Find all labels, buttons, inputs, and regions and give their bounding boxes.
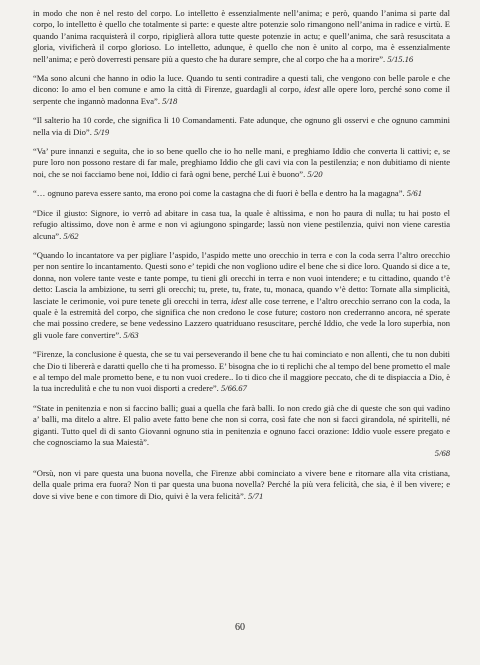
italic-term: idest bbox=[231, 295, 248, 306]
page-number: 60 bbox=[235, 622, 245, 633]
paragraph-text: “Orsù, non vi pare questa una buona novella, che Firenze abbi cominciato a vivere bene e ritornare alla vita cristiana, della quale prima era fuora? Non ti par questa una buona novella? Perché la più vera felicità, che sia, è il ben vivere; e dove si vive bene e con timore di Dio, quivi è la vera felicità”. bbox=[33, 467, 450, 501]
reference: 5/62 bbox=[63, 230, 79, 241]
reference: 5/66.67 bbox=[220, 383, 247, 394]
reference: 5/68 bbox=[434, 448, 450, 459]
reference: 5/19 bbox=[94, 126, 110, 137]
reference: 5/20 bbox=[307, 168, 323, 179]
paragraph-text: “Il salterio ha 10 corde, che significa li 10 Comandamenti. Fate adunque, che ognuno gli osservi e che ognuno cammini nella via di Dio”. bbox=[33, 115, 450, 137]
reference: 5/61 bbox=[406, 188, 422, 199]
paragraph-text: “Dice il giusto: Signore, io verrò ad abitare in casa tua, la quale è altissima, e non ho paura di nulla; tu hai posto el refugio altissimo, dove non è arme e non vi agiungono spingarde; lassù non viene pestilenzia, quivi non viene carestia alcuna”. bbox=[33, 207, 450, 241]
reference: 5/15.16 bbox=[387, 53, 414, 64]
paragraph-text: “Firenze, la conclusione è questa, che se tu vai perseverando il bene che tu hai cominciato e non allenti, che tu non dubiti che Dio ti libererà e daratti quello che ti ha promesso. E’ bisogna che io ti replichi che al tempo del bene prometto el male e al tempo del male prometto bene, e tu non vuoi credere.. Io ti dico che il maggiore peccato, che di te dispiaccia a Dio, è la tua incredulità e che tu non vuoi disporti a credere”. bbox=[33, 349, 450, 394]
paragraph bbox=[33, 468, 450, 502]
paragraph bbox=[33, 8, 450, 65]
paragraph bbox=[33, 349, 450, 395]
italic-term: idest bbox=[303, 84, 321, 95]
paragraph bbox=[33, 250, 450, 341]
paragraph bbox=[33, 208, 450, 242]
reference: 5/71 bbox=[248, 490, 264, 501]
paragraph-text: “Va’ pure innanzi e seguita, che io so bene quello che io ho nelle mani, e preghiamo Iddio che converta li cattivi; e, se pure loro non possono restare di far male, preghiamo Iddio che gli cavi via con la pestilenzia; e non dubitiamo di niente noi, che se noi facciamo bene noi, Iddio ci farà ogni bene, perché Lui è buono”. bbox=[33, 146, 450, 179]
reference: 5/63 bbox=[123, 329, 139, 340]
paragraph-text: in modo che non è nel resto del corpo. Lo intelletto è essenzialmente nell’anima; e però, quando l’anima si parte dal corpo, lo intelletto è quello che totalmente si parte: e queste altre potenzie solo rimangono nell’anima in radice e virtù. E quando l’anima racquisterà il corpo, ripiglierà allora tutte queste potenzie in actu; e quell’anima, che sarà resuscitata a gloria, vivificherà il corpo glorioso. Lo intelletto, adunque, è quello che non è unito al corpo, ma è essenzialmente nell’anima; e però doverresti pensare più a questo che ha durare sempre, che al corpo che ha a morire”. bbox=[33, 8, 450, 64]
paragraph-text: “Ma sono alcuni che hanno in odio la luce. Quando tu senti contradire a questi tali, che vengono con belle parole e che dicono: Io amo el ben comune e amo la città di Firenze, guardagli al corpo, bbox=[33, 73, 450, 95]
paragraph bbox=[33, 403, 450, 460]
paragraph bbox=[33, 188, 450, 199]
paragraph-text: “Quando lo incantatore va per pigliare l’aspido, l’aspido mette uno orecchio in terra e con la coda serra l’altro orecchio per non sentire lo incantamento. Questi sono e’ tepidi che non vogliono udire el bene che si dice loro. Quando si dice a te, donna, non volere tante veste e tante pompe, tu tieni gli orecchi in terra e non vuoi intendere; e tu cittadino, quando t’è detto: Lascia la ambizione, tu serri gli orecchi; tu, prete, tu, frate, tu, monaca, quando v’è detto: Tornate alla simplicità, lasciate le cerimonie, voi pure tenete gli orecchi in terra, bbox=[33, 249, 450, 306]
paragraph bbox=[33, 115, 450, 138]
paragraph-text: alle opere loro, perché sono come il serpente che ingannò madonna Eva”. bbox=[33, 84, 451, 106]
reference: 5/18 bbox=[162, 95, 178, 106]
paragraph-text: alle cose terrene, e l’altro orecchio serrano con la coda, la quale è la estremità del corpo, che significa che non credono le cose future; costoro non crederranno ancora, né sperate che mai possino credere, se bene vedessino Lazzero quatriduano resuscitare, perché Iddio, che vede la loro superbia, non gli vuole fare convertire”. bbox=[33, 295, 450, 340]
paragraph bbox=[33, 146, 450, 180]
paragraph-text: “… ognuno pareva essere santo, ma erono poi come la castagna che di fuori è bella e dentro ha la magagna”. bbox=[33, 188, 405, 199]
paragraph bbox=[33, 73, 450, 107]
paragraph-text: “State in penitenzia e non si faccino balli; guai a quella che farà balli. Io non credo già che di queste che son qui vadino a’ balli, ma ditelo a altre. El palio avete fatto bene che non si corra, così fate che non si facci girandola, né spiritelli, né giganti. Tutto quel di di santo Giovanni ognuno stia in penitenzia e ognuno facci orazione: Iddio vuole essere pregato e che cognosciamo la sua Maiestà”. bbox=[33, 402, 450, 447]
